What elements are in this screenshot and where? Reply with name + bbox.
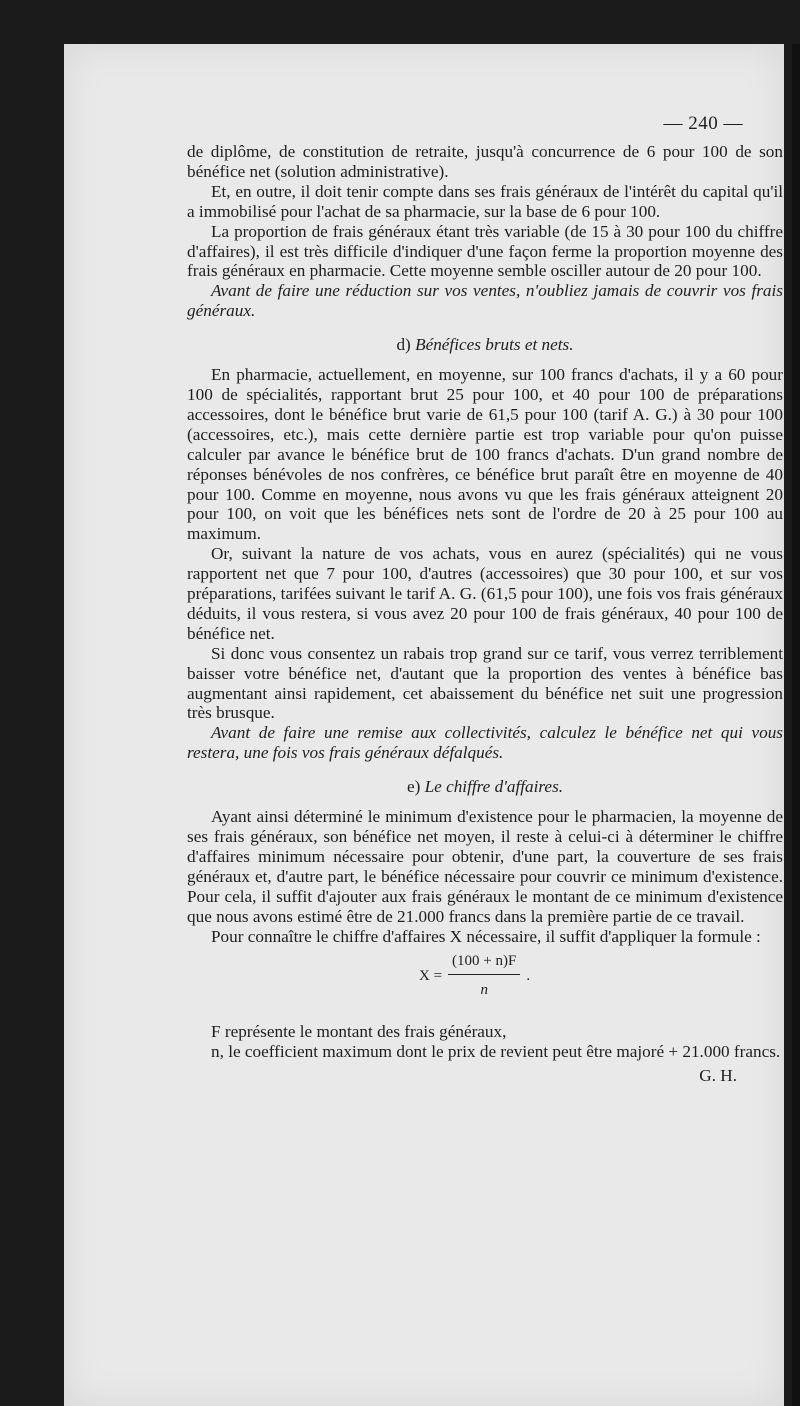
formula-block [187, 950, 783, 1008]
paragraph: Or, suivant la nature de vos achats, vous en aurez (spécialités) qui ne vous rapportent net que 7 pour 100, d'autres (accessoires) que 30 pour 100, et sur vos préparations, tarifées suivant le tarif A. G. (61,5 pour 100), une fois vos frais généraux déduits, il vous restera, si vous avez 20 pour 100 de frais généraux, 40 pour 100 de bénéfice net. [187, 544, 783, 643]
signature: G. H. [699, 1066, 737, 1086]
formula-end: . [526, 967, 531, 984]
section-label: e) [406, 777, 421, 797]
scan-edge [792, 44, 800, 1406]
section-title: Le chiffre d'affaires. [424, 777, 564, 797]
section-label: d) [396, 335, 411, 355]
page-number: — 240 — [663, 113, 743, 134]
formula-lhs: X = [419, 967, 443, 984]
page-content [187, 112, 783, 1086]
paragraph: Et, en outre, il doit tenir compte dans ses frais généraux de l'intérêt du capital qu'il a immobilisé pour l'achat de sa pharmacie, sur la base de 6 pour 100. [187, 181, 783, 221]
document-page [64, 44, 784, 1406]
paragraph: La proportion de frais généraux étant très variable (de 15 à 30 pour 100 du chiffre d'affaires), il est très difficile d'indiquer d'une façon ferme la proportion moyenne des frais généraux en pharmacie. Cette moyenne semble osciller autour de 20 pour 100. [187, 221, 783, 281]
emphasis-paragraph: Avant de faire une remise aux collectivités, calculez le bénéfice net qui vous restera, une fois vos frais généraux défalqués. [187, 723, 783, 763]
formula-numerator: (100 + n)F [448, 952, 520, 975]
formula-denominator: n [480, 982, 488, 999]
paragraph: F représente le montant des frais généraux, [211, 1022, 507, 1042]
section-heading-e [187, 777, 783, 797]
paragraph: de diplôme, de constitution de retraite, jusqu'à concurrence de 6 pour 100 de son bénéfice net (solution administrative). [187, 142, 783, 181]
emphasis-paragraph: Avant de faire une réduction sur vos ventes, n'oubliez jamais de couvrir vos frais généraux. [187, 281, 783, 321]
section-title: Bénéfices bruts et nets. [415, 335, 574, 355]
paragraph: Ayant ainsi déterminé le minimum d'existence pour le pharmacien, la moyenne de ses frais généraux, son bénéfice net moyen, il reste à celui-ci à déterminer le chiffre d'affaires minimum nécessaire pour obtenir, d'une part, la couverture de ses frais généraux et, d'autre part, le bénéfice nécessaire pour couvrir ce minimum d'existence. Pour cela, il suffit d'ajouter aux frais généraux le montant de ce minimum d'existence que nous avons estimé être de 21.000 francs dans la première partie de ce travail. [187, 807, 783, 926]
paragraph: En pharmacie, actuellement, en moyenne, sur 100 francs d'achats, il y a 60 pour 100 de spécialités, rapportant brut 25 pour 100, et 40 pour 100 de préparations accessoires, dont le bénéfice brut varie de 61,5 pour 100 (tarif A. G.) à 30 pour 100 (accessoires, etc.), mais cette dernière partie est trop variable pour qu'on puisse calculer par avance le bénéfice brut de 100 francs d'achats. D'un grand nombre de réponses bénévoles de nos confrères, ce bénéfice brut paraît être en moyenne de 40 pour 100. Comme en moyenne, nous avons vu que les frais généraux atteignent 20 pour 100, on voit que les bénéfices nets sont de l'ordre de 20 à 25 pour 100 au maximum. [187, 365, 783, 544]
paragraph: Si donc vous consentez un rabais trop grand sur ce tarif, vous verrez terriblement baisser votre bénéfice net, d'autant que la proportion des ventes à bénéfice bas augmentant ainsi rapidement, cet abaissement du bénéfice net suit une progression très brusque. [187, 643, 783, 723]
paragraph: Pour connaître le chiffre d'affaires X nécessaire, il suffit d'appliquer la formule : [211, 926, 761, 946]
formula-fraction [448, 952, 520, 1001]
paragraph: n, le coefficient maximum dont le prix de revient peut être majoré + 21.000 francs. [211, 1042, 781, 1062]
formula [419, 952, 530, 1001]
section-heading-d [187, 335, 783, 355]
